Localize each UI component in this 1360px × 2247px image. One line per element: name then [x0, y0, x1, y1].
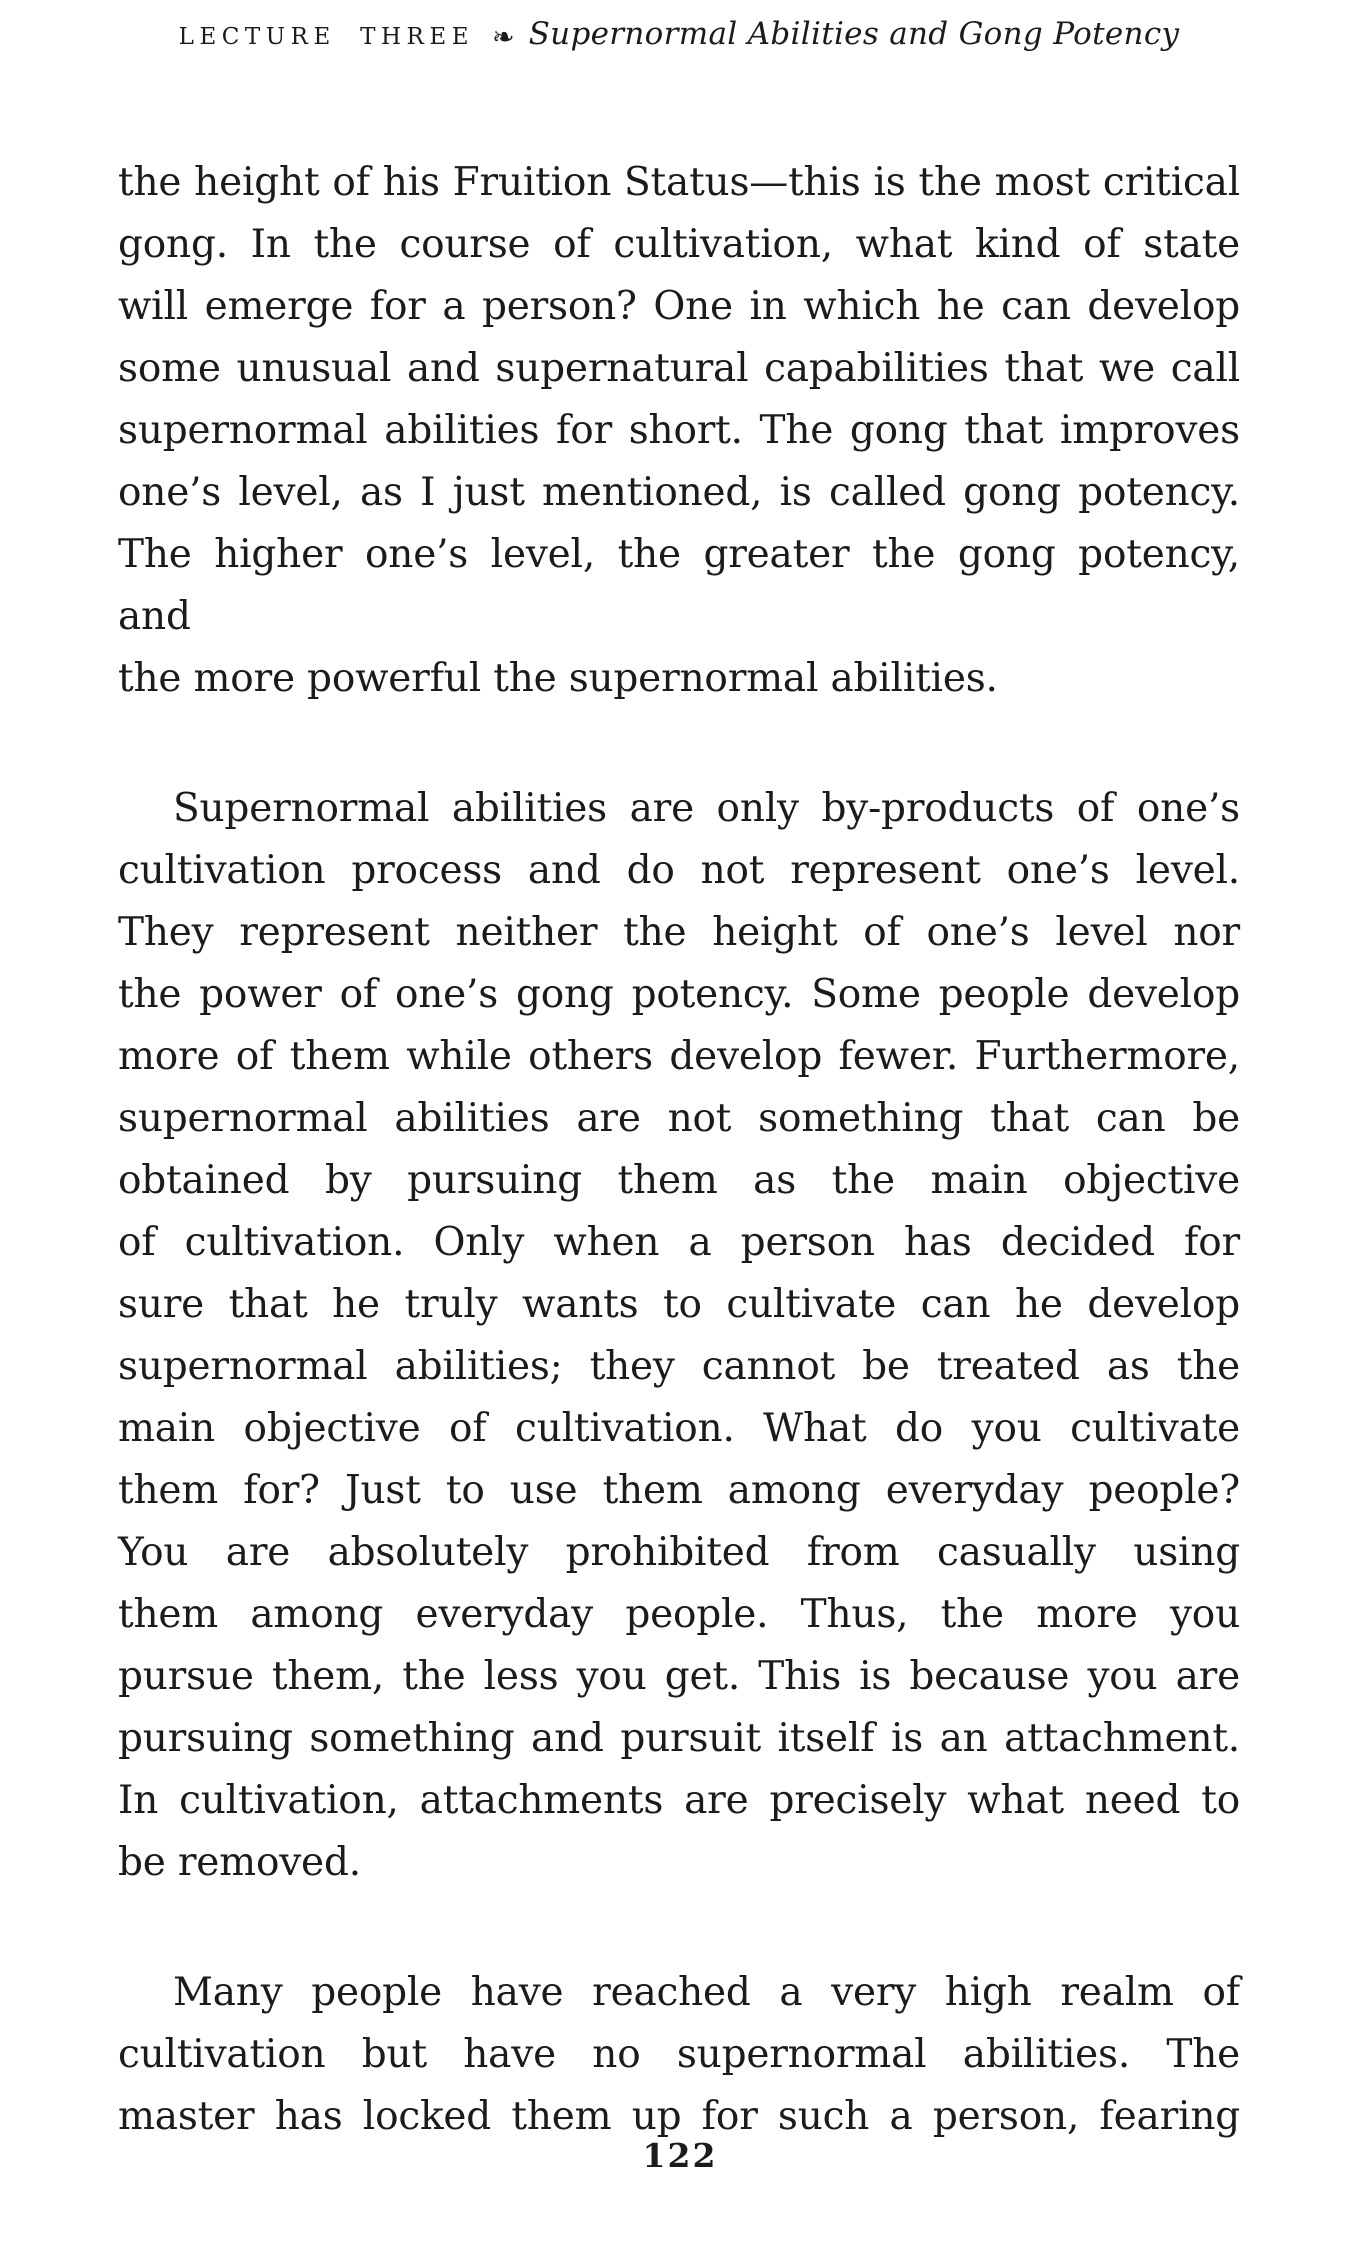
running-head [118, 16, 1240, 52]
text-line: master has locked them up for such a person, fearing [118, 2094, 1240, 2139]
chapter-title: Supernormal Abilities and Gong Potency [528, 16, 1180, 52]
text-line: cultivation process and do not represent one’s level. [118, 848, 1240, 893]
leaf-ornament-icon: ❧ [492, 22, 515, 53]
text-line: of cultivation. Only when a person has decided for [118, 1220, 1240, 1265]
paragraph [118, 778, 1240, 1894]
text-line: They represent neither the height of one’s level nor [118, 910, 1240, 955]
text-line: them among everyday people. Thus, the more you [118, 1592, 1240, 1637]
text-line: sure that he truly wants to cultivate can he develop [118, 1282, 1240, 1327]
text-line: supernormal abilities are not something that can be [118, 1096, 1240, 1141]
text-line: them for? Just to use them among everyday people? [118, 1468, 1240, 1513]
text-line: the more powerful the supernormal abilities. [118, 656, 998, 701]
text-line: cultivation but have no supernormal abilities. The [118, 2032, 1240, 2077]
text-line: The higher one’s level, the greater the gong potency, and [118, 532, 1240, 639]
text-line: will emerge for a person? One in which he can develop [118, 284, 1240, 329]
text-line: more of them while others develop fewer. Furthermore, [118, 1034, 1240, 1079]
text-line: supernormal abilities for short. The gong that improves [118, 408, 1240, 453]
text-line: gong. In the course of cultivation, what kind of state [118, 222, 1240, 267]
text-line: In cultivation, attachments are precisely what need to [118, 1778, 1240, 1823]
text-line: obtained by pursuing them as the main objective [118, 1158, 1240, 1203]
page-number: 122 [642, 2136, 718, 2175]
body-text [118, 152, 1240, 2216]
text-line: be removed. [118, 1840, 361, 1885]
text-line: the power of one’s gong potency. Some people develop [118, 972, 1240, 1017]
text-line: one’s level, as I just mentioned, is called gong potency. [118, 470, 1240, 515]
text-line: main objective of cultivation. What do you cultivate [118, 1406, 1240, 1451]
text-line: Many people have reached a very high realm of [173, 1970, 1240, 2015]
text-line: pursuing something and pursuit itself is an attachment. [118, 1716, 1240, 1761]
text-line: You are absolutely prohibited from casually using [118, 1530, 1240, 1575]
text-line: some unusual and supernatural capabilities that we call [118, 346, 1240, 391]
text-line: pursue them, the less you get. This is because you are [118, 1654, 1240, 1699]
paragraph [118, 152, 1240, 710]
text-line: the height of his Fruition Status—this is the most critical [118, 160, 1240, 205]
text-line: Supernormal abilities are only by-products of one’s [173, 786, 1240, 831]
paragraph [118, 1962, 1240, 2148]
lecture-label: LECTURE THREE [178, 24, 475, 50]
text-line: supernormal abilities; they cannot be treated as the [118, 1344, 1240, 1389]
